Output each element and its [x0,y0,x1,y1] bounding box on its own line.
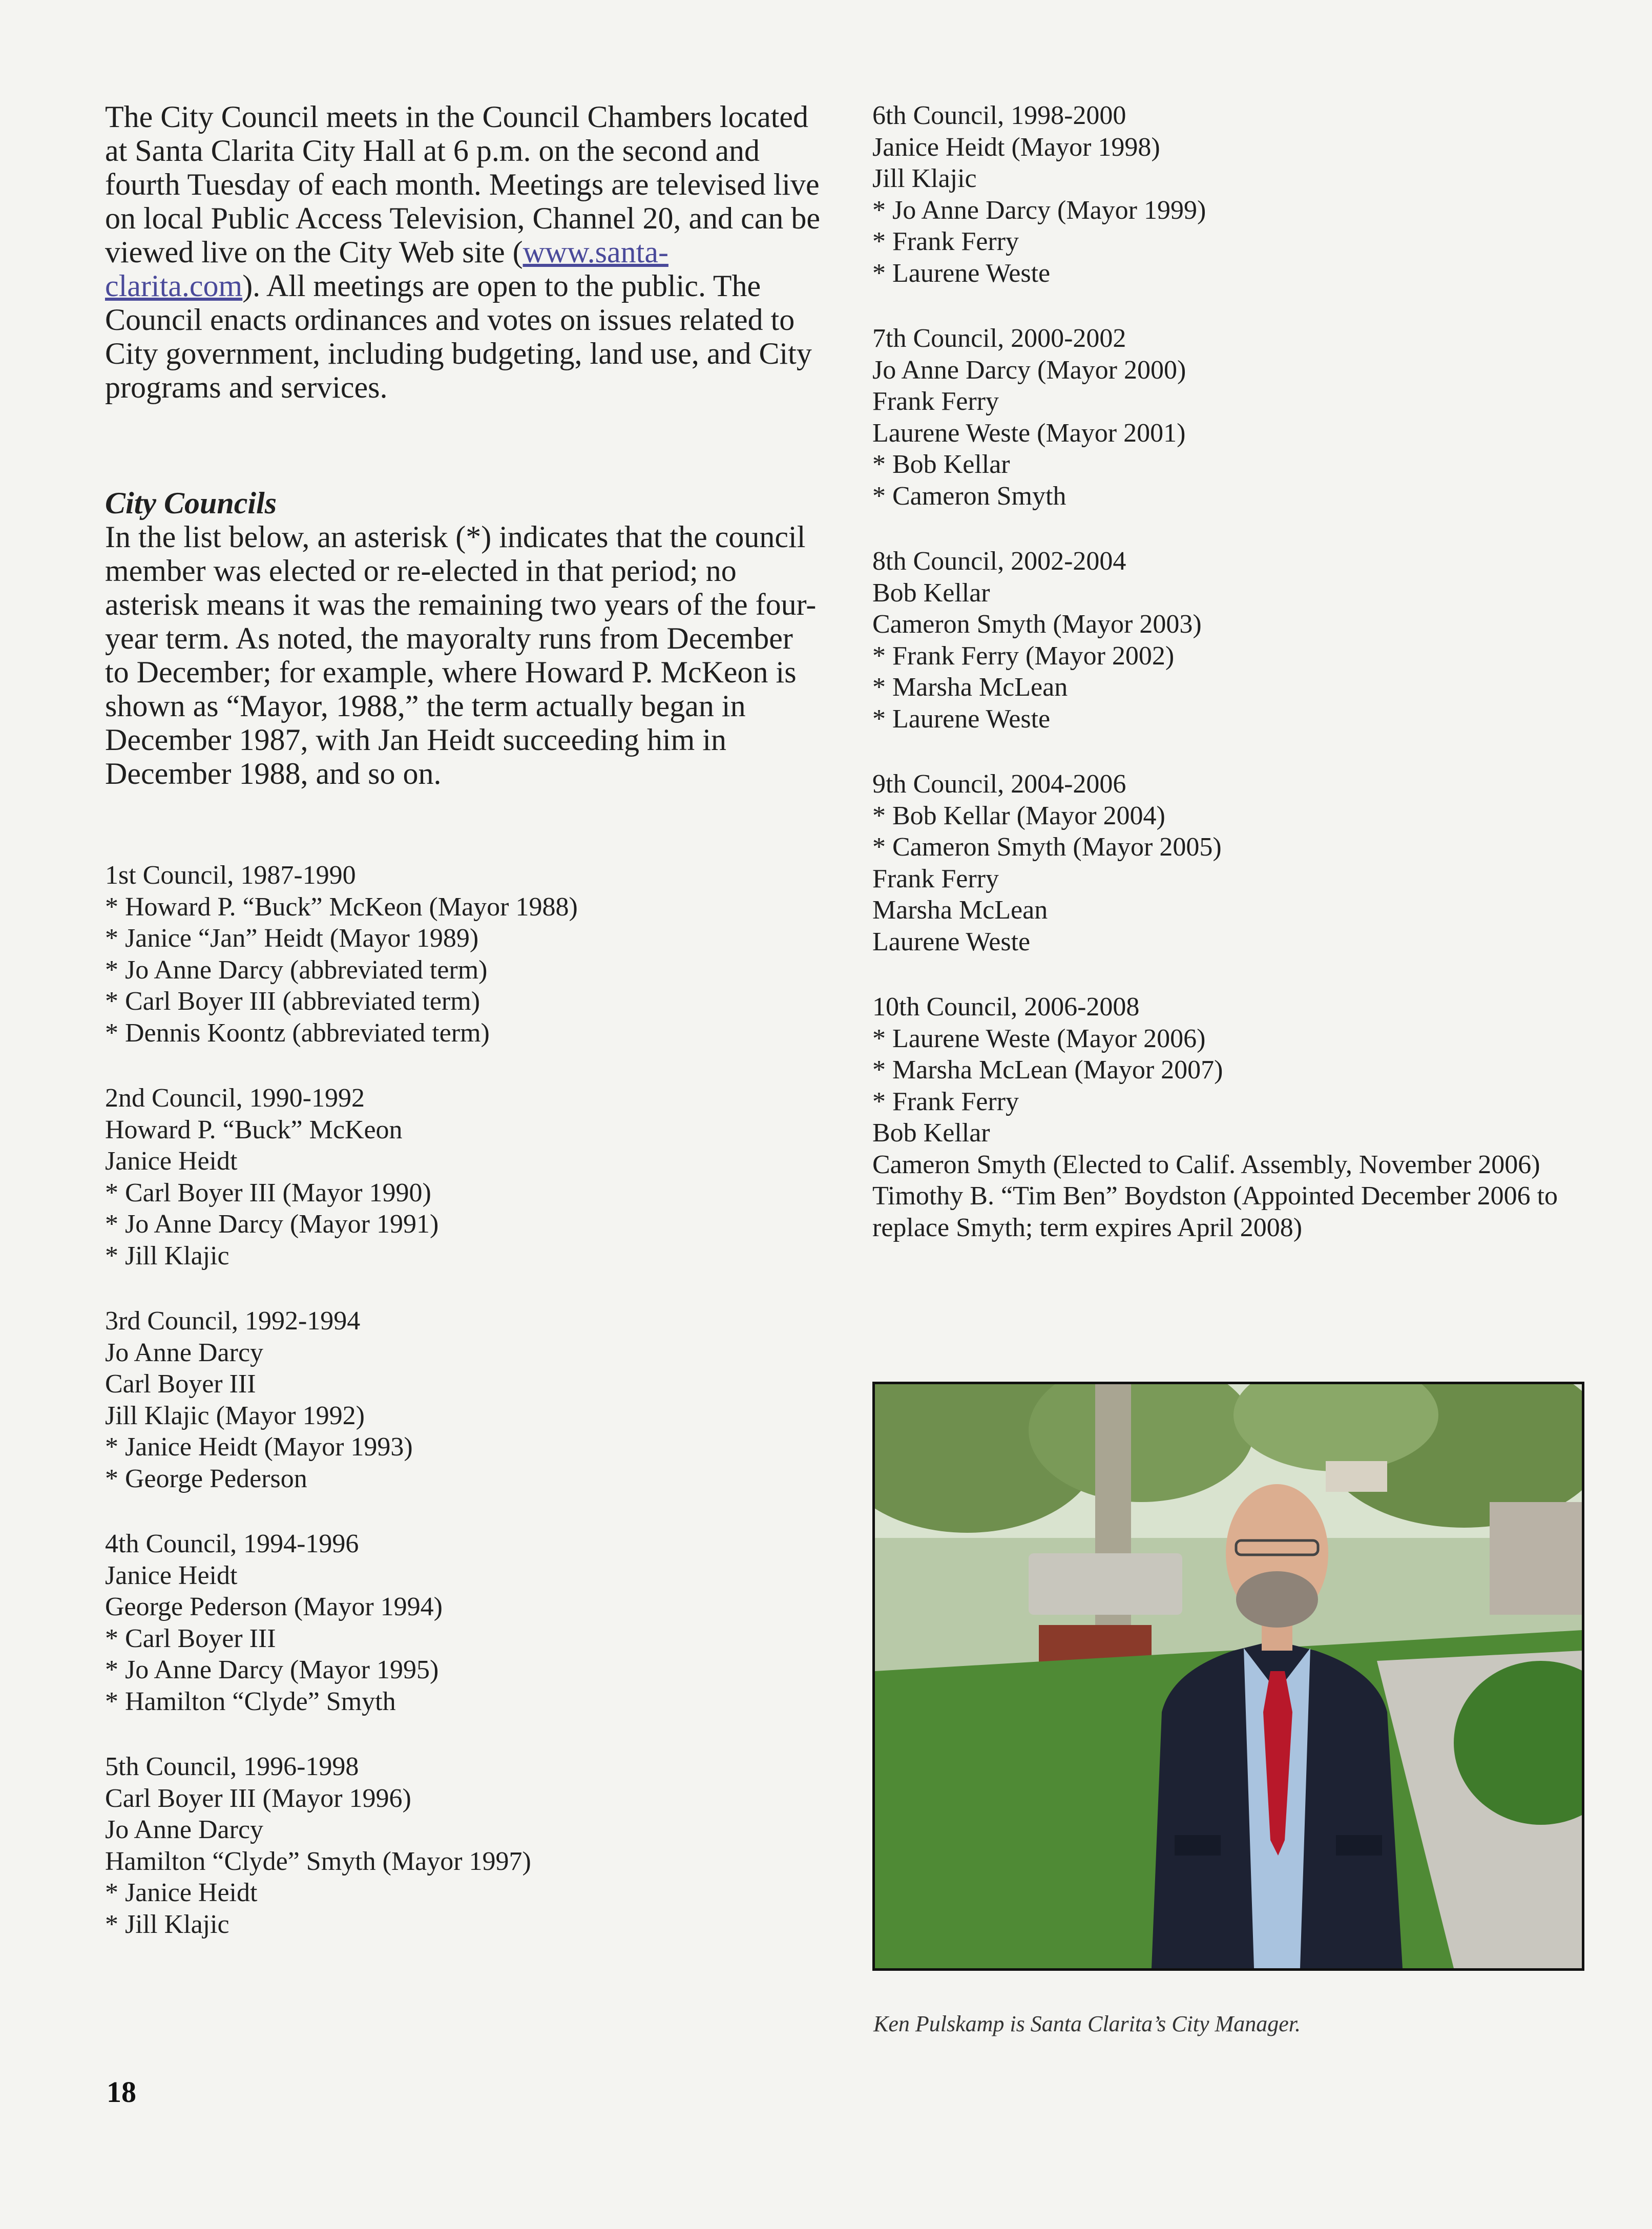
photo-caption: Ken Pulskamp is Santa Clarita’s City Manager. [873,2011,1301,2036]
council-block [872,991,1605,1243]
council-heading: 4th Council, 1994-1996 [105,1529,359,1558]
council-member: Jo Anne Darcy [105,1338,264,1367]
council-member: * Janice Heidt (Mayor 1993) [105,1432,413,1462]
council-heading: 3rd Council, 1992-1994 [105,1306,361,1336]
photo-illustration [875,1384,1582,1968]
council-member: * Cameron Smyth (Mayor 2005) [872,832,1222,862]
council-member: * Frank Ferry [872,1087,1019,1116]
council-member: Frank Ferry [872,864,999,893]
council-heading: 9th Council, 2004-2006 [872,769,1126,799]
council-member: * Janice “Jan” Heidt (Mayor 1989) [105,924,479,953]
right-column [872,100,1605,1243]
council-member: Bob Kellar [872,578,990,608]
council-block [872,768,1605,957]
council-member: * Howard P. “Buck” McKeon (Mayor 1988) [105,892,578,922]
council-member: Jill Klajic (Mayor 1992) [105,1401,365,1430]
city-councils-heading: City Councils [105,486,277,520]
council-member: * Frank Ferry (Mayor 2002) [872,641,1175,671]
council-member: * Carl Boyer III (abbreviated term) [105,987,480,1016]
council-heading: 5th Council, 1996-1998 [105,1752,359,1781]
council-heading: 8th Council, 2002-2004 [872,547,1126,576]
council-heading: 6th Council, 1998-2000 [872,101,1126,130]
intro-text-end: ). All meetings are open to the public. The Council enacts ordinances and votes on issues related to City government, including budgeting, land use, and City programs and services. [105,269,812,404]
council-member: * Marsha McLean (Mayor 2007) [872,1055,1223,1085]
city-website-link[interactable]: www.santa-clarita.com [105,235,668,303]
council-member: Jo Anne Darcy [105,1815,264,1844]
council-member: * Marsha McLean [872,673,1068,702]
council-member: Bob Kellar [872,1118,990,1148]
council-member: * Jill Klajic [105,1909,229,1939]
council-member: George Pederson (Mayor 1994) [105,1592,443,1621]
council-member: * Jill Klajic [105,1241,229,1270]
left-council-list [105,860,822,1940]
council-member: * Frank Ferry [872,227,1019,256]
council-heading: 2nd Council, 1990-1992 [105,1084,365,1113]
council-member: Jo Anne Darcy (Mayor 2000) [872,355,1186,385]
council-block [872,323,1605,512]
left-column [105,100,822,1940]
council-member: * George Pederson [105,1464,307,1493]
council-member: * Cameron Smyth [872,481,1067,511]
right-council-list [872,100,1605,1243]
council-member: * Dennis Koontz (abbreviated term) [105,1018,490,1048]
council-member: * Carl Boyer III (Mayor 1990) [105,1178,431,1207]
council-member: * Jo Anne Darcy (Mayor 1995) [105,1655,439,1684]
council-member: * Jo Anne Darcy (Mayor 1991) [105,1210,439,1239]
council-member: * Laurene Weste [872,704,1051,734]
council-member: Hamilton “Clyde” Smyth (Mayor 1997) [105,1846,531,1876]
council-member: Marsha McLean [872,895,1048,925]
intro-text-start: The City Council meets in the Council Chambers located at Santa Clarita City Hall at 6 p.m. on the second and fourth Tuesday of each month. Meetings are televised live on local Public Access Television, Channel 20, and can be viewed live on the City Web site ( [105,100,821,269]
council-heading: 7th Council, 2000-2002 [872,324,1126,353]
council-heading: 10th Council, 2006-2008 [872,992,1140,1022]
council-member: Janice Heidt (Mayor 1998) [872,132,1160,162]
council-member: * Laurene Weste (Mayor 2006) [872,1024,1206,1053]
council-member: Carl Boyer III [105,1369,256,1399]
council-block [872,100,1605,289]
council-member: * Hamilton “Clyde” Smyth [105,1686,396,1716]
page-number: 18 [107,2075,136,2109]
council-member: Laurene Weste (Mayor 2001) [872,418,1186,448]
council-block [105,1751,822,1940]
council-member: * Jo Anne Darcy (Mayor 1999) [872,195,1206,225]
council-member: Timothy B. “Tim Ben” Boydston (Appointed December 2006 to replace Smyth; term expires April 2008) [872,1181,1558,1242]
council-block [872,546,1605,735]
city-manager-photo [872,1382,1584,1971]
intro-paragraph [105,100,822,404]
council-member: Frank Ferry [872,387,999,416]
council-member: Janice Heidt [105,1560,238,1590]
council-member: * Janice Heidt [105,1878,258,1907]
council-block [105,1528,822,1717]
council-member: * Laurene Weste [872,258,1051,288]
council-member: Janice Heidt [105,1147,238,1176]
council-member: Carl Boyer III (Mayor 1996) [105,1783,411,1813]
council-member: * Carl Boyer III [105,1623,276,1653]
council-member: Laurene Weste [872,927,1031,956]
council-member: Cameron Smyth (Elected to Calif. Assembly, November 2006) [872,1150,1540,1179]
council-member: * Jo Anne Darcy (abbreviated term) [105,955,488,985]
council-block [105,860,822,1049]
council-member: * Bob Kellar [872,450,1010,479]
council-member: Howard P. “Buck” McKeon [105,1115,403,1144]
council-heading: 1st Council, 1987-1990 [105,861,356,890]
council-member: Cameron Smyth (Mayor 2003) [872,610,1202,639]
council-member: Jill Klajic [872,164,977,193]
council-block [105,1082,822,1272]
council-member: * Bob Kellar (Mayor 2004) [872,801,1165,830]
council-block [105,1305,822,1494]
city-councils-description: In the list below, an asterisk (*) indicates that the council member was elected or re-elected in that period; no asterisk means it was the remaining two years of the four-year term. As noted, the mayoralty runs from December to December; for example, where Howard P. McKeon is shown as “Mayor, 1988,” the term actually began in December 1987, with Jan Heidt succeeding him in December 1988, and so on. [105,520,817,790]
